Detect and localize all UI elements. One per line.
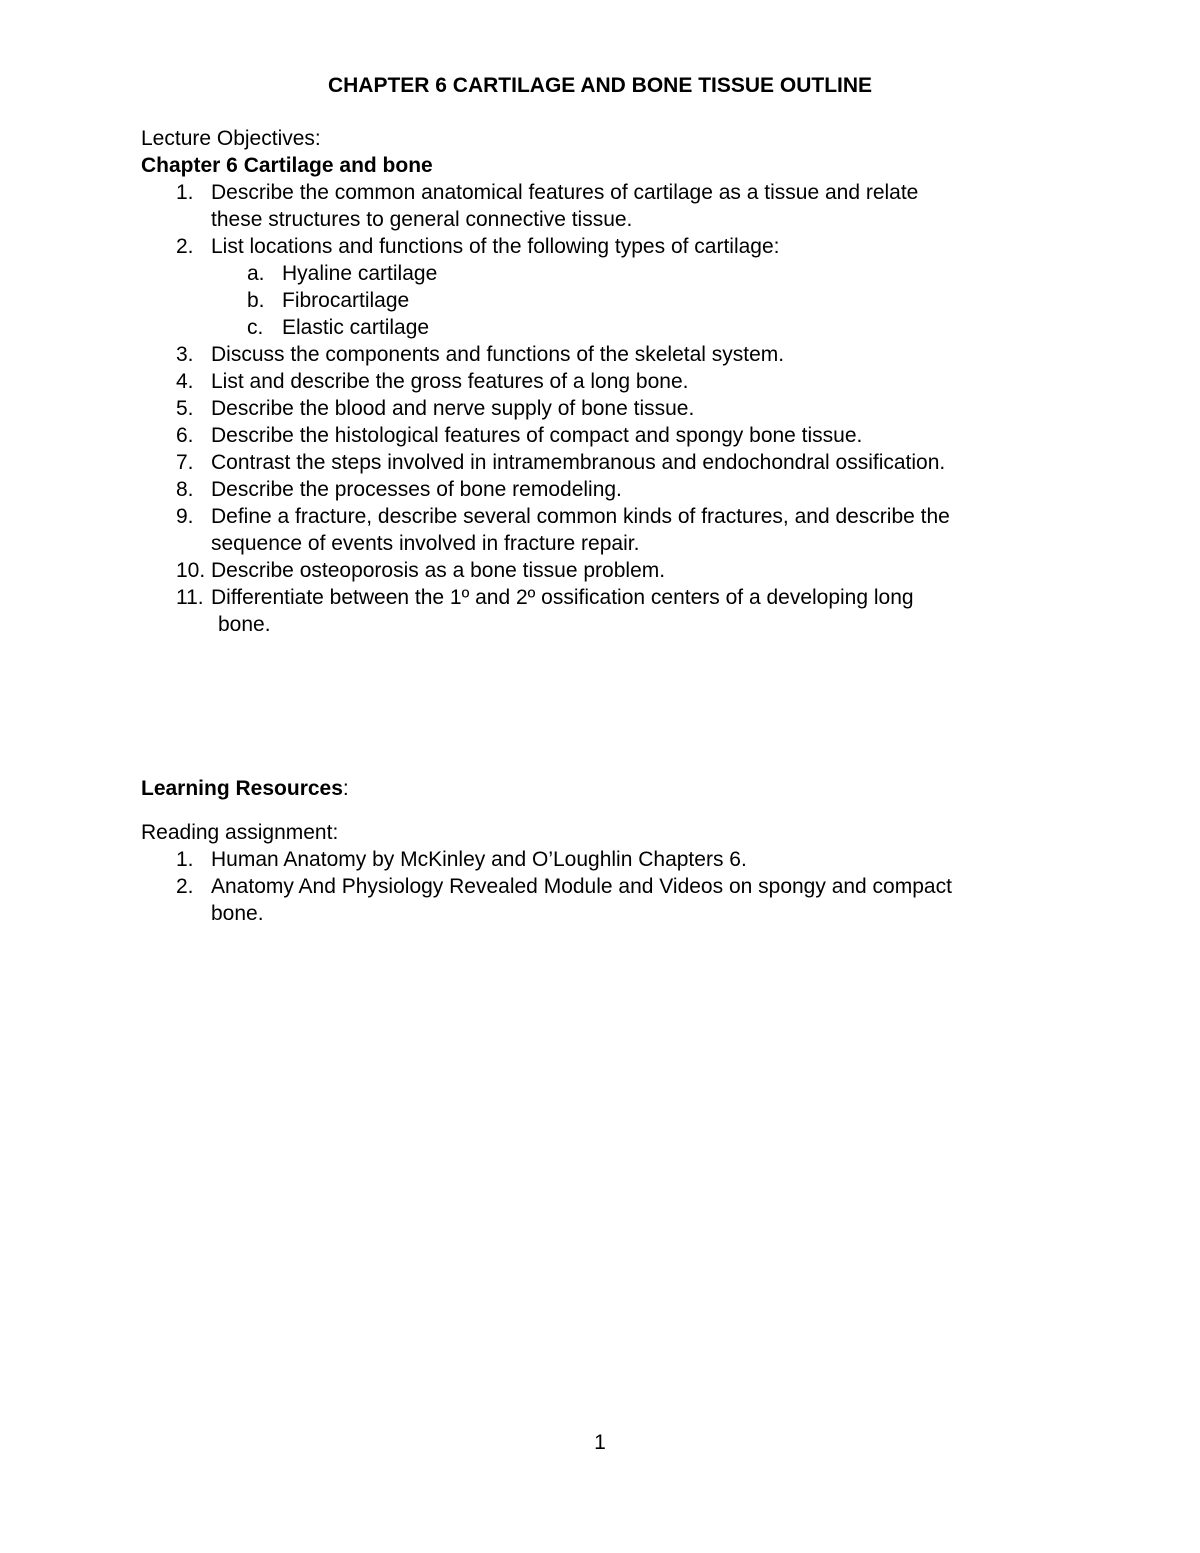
list-item <box>141 233 1061 260</box>
learning-resources-heading <box>141 775 1061 802</box>
list-item <box>141 422 1061 449</box>
item-text: List and describe the gross features of a long bone. <box>211 370 689 393</box>
page-title: CHAPTER 6 CARTILAGE AND BONE TISSUE OUTLINE <box>327 74 873 97</box>
item-number: 4. <box>176 370 194 393</box>
list-item <box>141 584 1061 611</box>
list-item <box>141 341 1061 368</box>
sub-item-text: Fibrocartilage <box>282 289 410 312</box>
item-text: Define a fracture, describe several common kinds of fractures, and describe the <box>211 505 950 528</box>
sub-item-letter: a. <box>247 262 265 285</box>
item-number: 8. <box>176 478 194 501</box>
item-number: 6. <box>176 424 194 447</box>
item-number: 2. <box>176 875 194 898</box>
item-text: Describe the histological features of compact and spongy bone tissue. <box>211 424 863 447</box>
spacer <box>141 802 1061 819</box>
list-item <box>141 395 1061 422</box>
item-number: 3. <box>176 343 194 366</box>
item-text: Human Anatomy by McKinley and O’Loughlin Chapters 6. <box>211 848 747 871</box>
sub-item-text: Hyaline cartilage <box>282 262 438 285</box>
item-number: 1. <box>176 848 194 871</box>
reading-assignment-label: Reading assignment: <box>141 821 339 844</box>
item-text: Describe the blood and nerve supply of bone tissue. <box>211 397 695 420</box>
sub-list-item <box>141 287 1061 314</box>
sub-list-item <box>141 314 1061 341</box>
objectives-section <box>141 125 1061 638</box>
list-item <box>141 449 1061 476</box>
list-item <box>141 557 1061 584</box>
item-text: Anatomy And Physiology Revealed Module and Videos on spongy and compact <box>211 875 952 898</box>
item-text: Contrast the steps involved in intramembranous and endochondral ossification. <box>211 451 946 474</box>
item-number: 2. <box>176 235 194 258</box>
item-text: Differentiate between the 1º and 2º ossification centers of a developing long <box>211 586 914 609</box>
sub-item-text: Elastic cartilage <box>282 316 430 339</box>
sub-item-letter: b. <box>247 289 265 312</box>
page-number: 1 <box>594 1431 606 1454</box>
item-number: 7. <box>176 451 194 474</box>
item-number: 1. <box>176 181 194 204</box>
item-text: Describe the common anatomical features of cartilage as a tissue and relate <box>211 181 919 204</box>
item-continuation: these structures to general connective tissue. <box>211 208 633 231</box>
item-text: Discuss the components and functions of the skeletal system. <box>211 343 785 366</box>
lecture-objectives-label: Lecture Objectives: <box>141 127 321 150</box>
item-number: 5. <box>176 397 194 420</box>
list-item <box>141 179 1061 206</box>
item-continuation: sequence of events involved in fracture repair. <box>211 532 640 555</box>
sub-list-item <box>141 260 1061 287</box>
item-number: 11. <box>176 586 204 609</box>
learning-resources-colon: : <box>342 777 349 800</box>
list-item <box>141 368 1061 395</box>
list-item <box>141 476 1061 503</box>
learning-resources-label: Learning Resources <box>141 777 343 800</box>
list-item <box>141 873 1061 900</box>
item-continuation: bone. <box>218 613 271 636</box>
list-item <box>141 846 1061 873</box>
chapter-heading: Chapter 6 Cartilage and bone <box>141 154 433 177</box>
item-text: Describe osteoporosis as a bone tissue problem. <box>211 559 666 582</box>
list-item <box>141 503 1061 530</box>
resources-section <box>141 775 1061 927</box>
item-number: 10. <box>176 559 206 582</box>
item-text: List locations and functions of the following types of cartilage: <box>211 235 780 258</box>
item-number: 9. <box>176 505 194 528</box>
item-text: Describe the processes of bone remodeling. <box>211 478 622 501</box>
sub-item-letter: c. <box>247 316 264 339</box>
item-continuation: bone. <box>211 902 264 925</box>
